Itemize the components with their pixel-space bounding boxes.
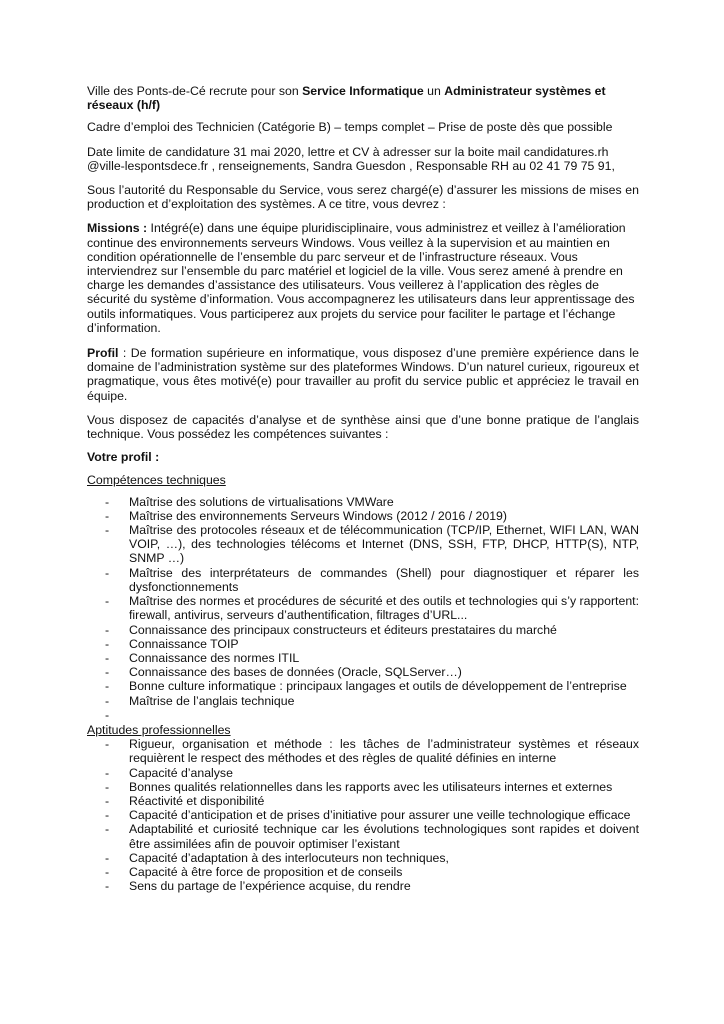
- list-item-text: Rigueur, organisation et méthode : les tâches de l’administrateur systèmes et réseaux requièrent le respect des méthodes et des règles de qualité définies en interne: [129, 737, 639, 766]
- job-title: Administrateur systèmes et réseaux (h/f): [87, 84, 606, 113]
- intro-connector: un: [423, 84, 445, 98]
- dash-bullet: -: [105, 850, 110, 865]
- dash-bullet: -: [105, 864, 110, 879]
- document-body: [87, 84, 639, 894]
- list-item: [87, 822, 639, 850]
- missions-text: Intégré(e) dans une équipe pluridisciplinaire, vous administrez et veillez à l’amélioration continue des environnements serveurs Windows. Vous veillez à la supervision et au maintien en condition opérationnelle de l’ensemble du parc serveur et de l’infrastructure réseaux. Vous interviendrez sur l’ensemble du parc matériel et logiciel de la ville. Vous serez amené à prendre en charge les demandes d’assistance des utilisateurs. Vous veillerez à l’application des règles de sécurité du système d’information. Vous accompagnerez les utilisateurs dans leur apprentissage des outils informatiques. Vous participerez aux projets du service pour faciliter le partage et l’échange d’information.: [87, 221, 635, 335]
- list-item: [87, 694, 639, 708]
- intro-text: Ville des Ponts-de-Cé recrute pour son: [87, 84, 303, 98]
- list-item-text: Maîtrise des solutions de virtualisations VMWare: [129, 494, 394, 509]
- list-item-text: Maîtrise des environnements Serveurs Windows (2012 / 2016 / 2019): [129, 508, 507, 523]
- dash-bullet: -: [105, 779, 110, 794]
- competences-list: [87, 495, 639, 722]
- profil-paragraph: [87, 346, 639, 403]
- list-item-text: Connaissance des principaux constructeurs et éditeurs prestataires du marché: [129, 622, 557, 637]
- list-item: [87, 708, 639, 722]
- dash-bullet: -: [105, 765, 110, 780]
- list-item: [87, 808, 639, 822]
- dash-bullet: -: [105, 636, 110, 651]
- list-item: [87, 766, 639, 780]
- list-item: [87, 679, 639, 693]
- list-item: [87, 780, 639, 794]
- list-item-text: Connaissance TOIP: [129, 636, 239, 651]
- dash-bullet: -: [105, 808, 110, 823]
- list-item-text: Maîtrise des protocoles réseaux et de télécommunication (TCP/IP, Ethernet, WIFI LAN, WAN VOIP, …), des technologies télécoms et Internet (DNS, SSH, FTP, DHCP, HTTP(S), NTP, SNMP …): [129, 523, 639, 566]
- list-item-text: Sens du partage de l’expérience acquise, du rendre: [129, 879, 411, 894]
- cadre-emploi: Cadre d’emploi des Technicien (Catégorie B) – temps complet – Prise de poste dès que possible: [87, 120, 613, 135]
- list-item: [87, 594, 639, 622]
- list-item-text: Adaptabilité et curiosité technique car les évolutions technologiques sont rapides et doivent être assimilées afin de pouvoir optimiser l’existant: [129, 822, 639, 851]
- missions-paragraph: [87, 221, 639, 335]
- list-item-text: Maîtrise des interprétateurs de commandes (Shell) pour diagnostiquer et réparer les dysfonctionnements: [129, 565, 639, 594]
- dash-bullet: -: [105, 650, 110, 665]
- list-item-text: Réactivité et disponibilité: [129, 793, 265, 808]
- list-item: [87, 737, 639, 765]
- list-item-text: Capacité d’analyse: [129, 765, 233, 780]
- list-item: [87, 637, 639, 651]
- dash-bullet: -: [105, 594, 110, 609]
- dash-bullet: -: [105, 565, 110, 580]
- dash-bullet: -: [105, 822, 110, 837]
- votre-profil-label: Votre profil :: [87, 450, 160, 465]
- list-item-text: Connaissance des normes ITIL: [129, 650, 300, 665]
- list-item: [87, 495, 639, 509]
- competences-heading: Compétences techniques: [87, 473, 226, 488]
- list-item-text: Capacité à être force de proposition et de conseils: [129, 864, 403, 879]
- list-item: [87, 851, 639, 865]
- dash-bullet: -: [105, 793, 110, 808]
- list-item: [87, 879, 639, 893]
- list-item: [87, 509, 639, 523]
- aptitudes-heading: Aptitudes professionnelles: [87, 722, 231, 737]
- list-item: [87, 794, 639, 808]
- dash-bullet: -: [105, 523, 110, 538]
- aptitudes-list: [87, 737, 639, 893]
- list-item-text: Connaissance des bases de données (Oracle, SQLServer…): [129, 665, 462, 680]
- dash-bullet: -: [105, 508, 110, 523]
- dash-bullet: -: [105, 879, 110, 894]
- dash-bullet: -: [105, 737, 110, 752]
- dash-bullet: -: [105, 693, 110, 708]
- list-item-text: Maîtrise de l’anglais technique: [129, 693, 295, 708]
- dash-bullet: -: [105, 679, 110, 694]
- list-item-text: Capacité d’anticipation et de prises d’initiative pour assurer une veille technologique efficace: [129, 808, 631, 823]
- capacites-paragraph: Vous disposez de capacités d’analyse et de synthèse ainsi que d’une bonne pratique de l’anglais technique. Vous possédez les compétences suivantes :: [87, 412, 639, 442]
- dash-bullet: -: [105, 665, 110, 680]
- list-item: [87, 865, 639, 879]
- list-item-text: Bonne culture informatique : principaux langages et outils de développement de l’entreprise: [129, 679, 627, 694]
- list-item: [87, 523, 639, 566]
- profil-label: Profil: [87, 346, 119, 361]
- missions-label: Missions :: [87, 221, 148, 236]
- list-item-text: Bonnes qualités relationnelles dans les rapports avec les utilisateurs internes et externes: [129, 779, 613, 794]
- list-item: [87, 623, 639, 637]
- list-item-text: Capacité d’adaptation à des interlocuteurs non techniques,: [129, 850, 449, 865]
- profil-text: : De formation supérieure en informatique, vous disposez d’une première expérience dans le domaine de l’administration système sur des plateformes Windows. D’un naturel curieux, rigoureux et pragmatique, vous êtes motivé(e) pour travailler au profit du service public et appréciez le travail en équipe.: [87, 346, 639, 403]
- votre-profil-heading: [87, 450, 639, 464]
- date-limite: Date limite de candidature 31 mai 2020, lettre et CV à adresser sur la boite mail candidatures.rh @ville-lespontsdece.fr , renseignements, Sandra Guesdon , Responsable RH au 02 41 79 75 91,: [87, 144, 615, 173]
- list-item: [87, 665, 639, 679]
- dash-bullet: -: [105, 707, 110, 722]
- dash-bullet: -: [105, 622, 110, 637]
- list-item: [87, 651, 639, 665]
- autorite-paragraph: Sous l’autorité du Responsable du Service, vous serez chargé(e) d’assurer les missions de mises en production et d’exploitation des systèmes. A ce titre, vous devrez :: [87, 183, 639, 212]
- list-item: [87, 566, 639, 594]
- intro-paragraph: [87, 84, 639, 112]
- dash-bullet: -: [105, 494, 110, 509]
- service-name: Service Informatique: [302, 84, 424, 98]
- list-item-text: Maîtrise des normes et procédures de sécurité et des outils et technologies qui s’y rapportent: firewall, antivirus, serveurs d’authentification, filtrages d’URL...: [129, 594, 639, 623]
